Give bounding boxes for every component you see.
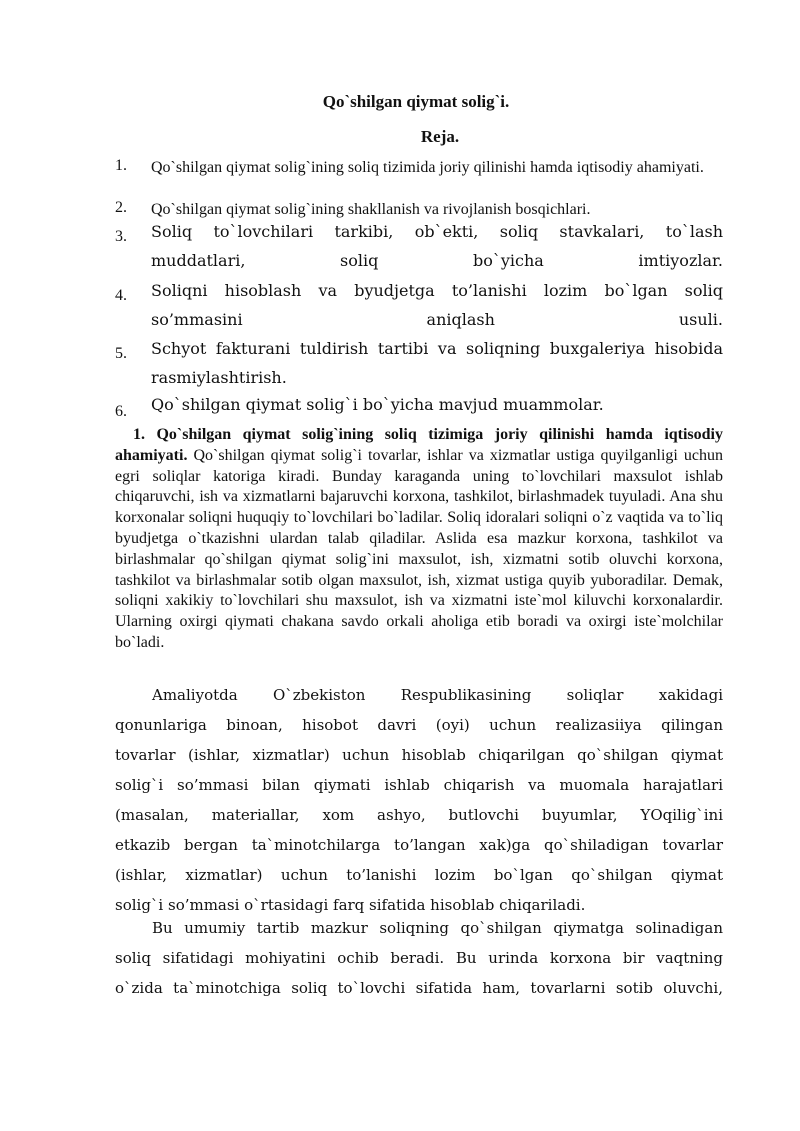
plan-item-text: Qo`shilgan qiymat solig`ining shakllanish va rivojlanish bosqichlari. — [151, 201, 591, 218]
paragraph-line: (ishlar, xizmatlar) uchun to’lanishi lozim bo`lgan qo`shilgan qiymat — [115, 866, 723, 884]
plan-item-number: 5. — [115, 345, 127, 362]
plan-item-number: 6. — [115, 403, 127, 420]
plan-item-text: Qo`shilgan qiymat solig`ining soliq tizimida joriy qilinishi hamda iqtisodiy ahamiyati. — [151, 159, 704, 176]
paragraph-line: Bu umumiy tartib mazkur soliqning qo`shilgan qiymatga solinadigan — [152, 919, 723, 937]
paragraph-3 — [115, 913, 723, 1003]
plan-item-number: 4. — [115, 287, 127, 304]
paragraph-line: tovarlar (ishlar, xizmatlar) uchun hisoblab chiqarilgan qo`shilgan qiymat — [115, 746, 723, 764]
paragraph-line: solig`i so’mmasi bilan qiymati ishlab chiqarish va muomala harajatlari — [115, 776, 723, 794]
paragraph-line: solig`i so’mmasi o`rtasidagi farq sifatida hisoblab chiqariladi. — [115, 896, 586, 914]
paragraph-line: o`zida ta`minotchiga soliq to`lovchi sifatida ham, tovarlarni sotib oluvchi, — [115, 979, 723, 997]
plan-item-text: Soliqni hisoblash va byudjetga to’lanishi lozim bo`lgan soliq so’mmasini aniqlash usuli. — [151, 281, 723, 329]
document-title: Qo`shilgan qiymat solig`i. — [322, 92, 510, 111]
plan-item-text: Soliq to`lovchilari tarkibi, ob`ekti, soliq stavkalari, to`lash muddatlari, soliq bo`yicha imtiyozlar. — [151, 222, 723, 270]
plan-item-text: Qo`shilgan qiymat solig`i bo`yicha mavjud muammolar. — [151, 395, 604, 414]
paragraph-line: (masalan, materiallar, xom ashyo, butlovchi buyumlar, YOqilig`ini — [115, 806, 723, 824]
plan-item-text: Schyot fakturani tuldirish tartibi va soliqning buxgaleriya hisobida rasmiylashtirish. — [151, 339, 723, 387]
plan-item-number: 1. — [115, 157, 127, 174]
paragraph-line: qonunlariga binoan, hisobot davri (oyi) uchun realizasiiya qilingan — [115, 716, 723, 734]
plan-item-number: 2. — [115, 199, 127, 216]
paragraph-2 — [115, 680, 723, 920]
paragraph-line: Amaliyotda O`zbekiston Respublikasining soliqlar xakidagi — [152, 686, 723, 704]
plan-item-number: 3. — [115, 228, 127, 245]
section-1-body: Qo`shilgan qiymat solig`i tovarlar, ishlar va xizmatlar ustiga quyilganligi uchun egri soliqlar katoriga kiradi. Bunday karaganda uning to`lovchilari maxsulot ishlab chiqaruvchi, ish va xizmatlarni bajaruvchi korxona, tashkilot, birlashmadek tuyuladi. Ana shu korxonalar soliqni huquqiy to`lovchilari bo`ladilar. Soliq idoralari soliqni o`z vaqtida va to`liq byudjetga o`tkazishni ulardan talab qiladilar. Aslida esa mazkur korxona, tashkilot va birlashmalar qo`shilgan qiymat solig`ini maxsulot, ish, xizmatni sotib oluvchi korxona, tashkilot va birlashmalar sotib olgan maxsulot, ish, xizmat ustiga quyib yuboradilar. Demak, soliqni xakikiy to`lovchilari shu maxsulot, ish va xizmatni iste`mol kiluvchi korxonalardir. Ularning oxirgi qiymati chakana savdo orkali aholiga etib boradi va oxirgi iste`molchilar bo`ladi. — [115, 446, 723, 651]
paragraph-line: soliq sifatidagi mohiyatini ochib beradi. Bu urinda korxona bir vaqtning — [115, 949, 723, 967]
section-1-heading: 1. Qo`shilgan qiymat solig`ining soliq tizimiga joriy qilinishi hamda iqtisodiy ahamiyati. — [115, 426, 723, 464]
plan-heading: Reja. — [420, 127, 460, 146]
section-1-paragraph — [115, 425, 723, 654]
paragraph-line: etkazib bergan ta`minotchilarga to’langan xak)ga qo`shiladigan tovarlar — [115, 836, 723, 854]
